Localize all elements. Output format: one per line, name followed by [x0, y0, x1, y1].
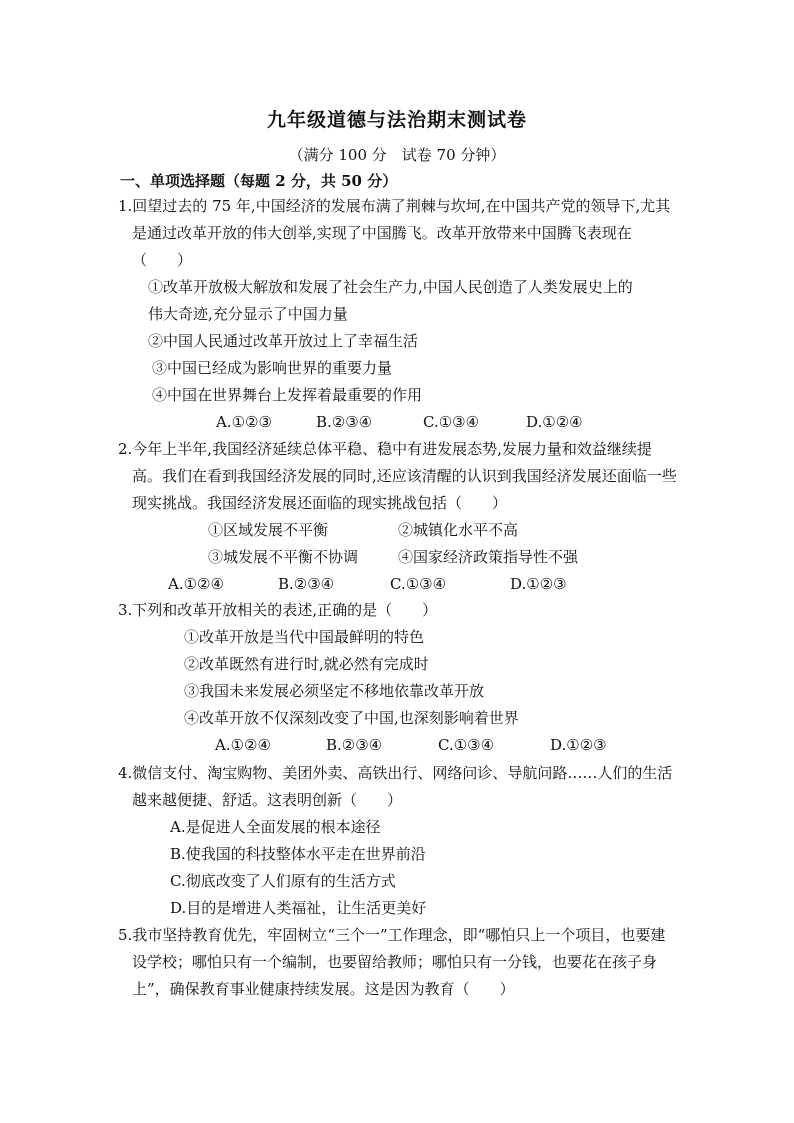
statement-item: ①区域发展不平衡: [208, 521, 329, 539]
choice-b[interactable]: B.②③④: [326, 736, 383, 754]
option-c[interactable]: C.彻底改变了人们原有的生活方式: [170, 872, 396, 890]
option-b[interactable]: B.使我国的科技整体水平走在世界前沿: [170, 845, 426, 863]
question-stem: 5.我市坚持教育优先，牢固树立“三个一”工作理念，即“哪怕只上一个项目，也要建设学校；哪怕只有一个编制，也要留给教师；哪怕只有一分钱，也要花在孩子身上”，确保教育事业健康持续发展。这是因为教育（ ）: [118, 926, 666, 998]
statement-item: ②改革既然有进行时,就必然有完成时: [184, 655, 429, 673]
statement-item: ③我国未来发展必须坚定不移地依靠改革开放: [184, 682, 485, 700]
statement-item: ③城发展不平衡不协调: [208, 548, 359, 566]
choice-c[interactable]: C.①③④: [423, 413, 480, 431]
choice-d[interactable]: D.①②③: [510, 575, 567, 593]
choice-c[interactable]: C.①③④: [438, 736, 495, 754]
exam-title: 九年级道德与法治期末测试卷: [266, 109, 527, 131]
question-2: [118, 436, 678, 598]
choice-a[interactable]: A.①②④: [168, 575, 224, 593]
choice-d[interactable]: D.①②④: [526, 413, 583, 431]
question-stem: 2.今年上半年,我国经济延续总体平稳、稳中有进发展态势,发展力量和效益继续提高。我们在看到我国经济发展的同时,还应该清醒的认识到我国经济发展还面临一些现实挑战。我国经济发展还面临的现实挑战包括（ ）: [118, 440, 677, 512]
statement-item: ①改革开放极大解放和发展了社会生产力,中国人民创造了人类发展史上的: [148, 278, 633, 296]
question-3: [118, 597, 678, 759]
statement-item: ④改革开放不仅深刻改变了中国,也深刻影响着世界: [184, 709, 519, 727]
question-1: [118, 193, 678, 436]
choice-c[interactable]: C.①③④: [390, 575, 447, 593]
statement-row: [118, 517, 678, 544]
question-stem: 4.微信支付、淘宝购物、美团外卖、高铁出行、网络问诊、导航问路……人们的生活越来越便捷、舒适。这表明创新（ ）: [118, 764, 673, 809]
answer-choices: [118, 571, 678, 598]
answer-choices: [118, 732, 678, 759]
statement-item: ④中国在世界舞台上发挥着最重要的作用: [152, 386, 423, 404]
question-5: [118, 922, 678, 1003]
choice-b[interactable]: B.②③④: [316, 413, 373, 431]
option-a[interactable]: A.是促进人全面发展的根本途径: [170, 818, 381, 836]
choice-a[interactable]: A.①②③: [216, 413, 272, 431]
statement-item: ①改革开放是当代中国最鲜明的特色: [184, 628, 425, 646]
option-d[interactable]: D.目的是增进人类福祉，让生活更美好: [170, 899, 427, 917]
statement-item: ②中国人民通过改革开放过上了幸福生活: [148, 332, 419, 350]
question-stem: 3.下列和改革开放相关的表述,正确的是（ ）: [118, 601, 438, 619]
question-stem: 1.回望过去的 75 年,中国经济的发展布满了荆棘与坎坷,在中国共产党的领导下,尤其是通过改革开放的伟大创举,实现了中国腾飞。改革开放带来中国腾飞表现在（ ）: [118, 197, 671, 269]
choice-b[interactable]: B.②③④: [278, 575, 335, 593]
question-4: [118, 760, 678, 922]
answer-choices: [118, 409, 678, 436]
section-heading: 一、单项选择题（每题 2 分，共 50 分）: [120, 172, 398, 190]
choice-d[interactable]: D.①②③: [550, 736, 607, 754]
statement-item: 伟大奇迹,充分显示了中国力量: [148, 305, 348, 323]
choice-a[interactable]: A.①②④: [215, 736, 271, 754]
statement-item: ②城镇化水平不高: [398, 521, 519, 539]
statement-row: [118, 544, 678, 571]
statement-item: ③中国已经成为影响世界的重要力量: [152, 359, 393, 377]
exam-subtitle: （满分 100 分 试卷 70 分钟）: [288, 146, 506, 164]
statement-item: ④国家经济政策指导性不强: [398, 548, 579, 566]
